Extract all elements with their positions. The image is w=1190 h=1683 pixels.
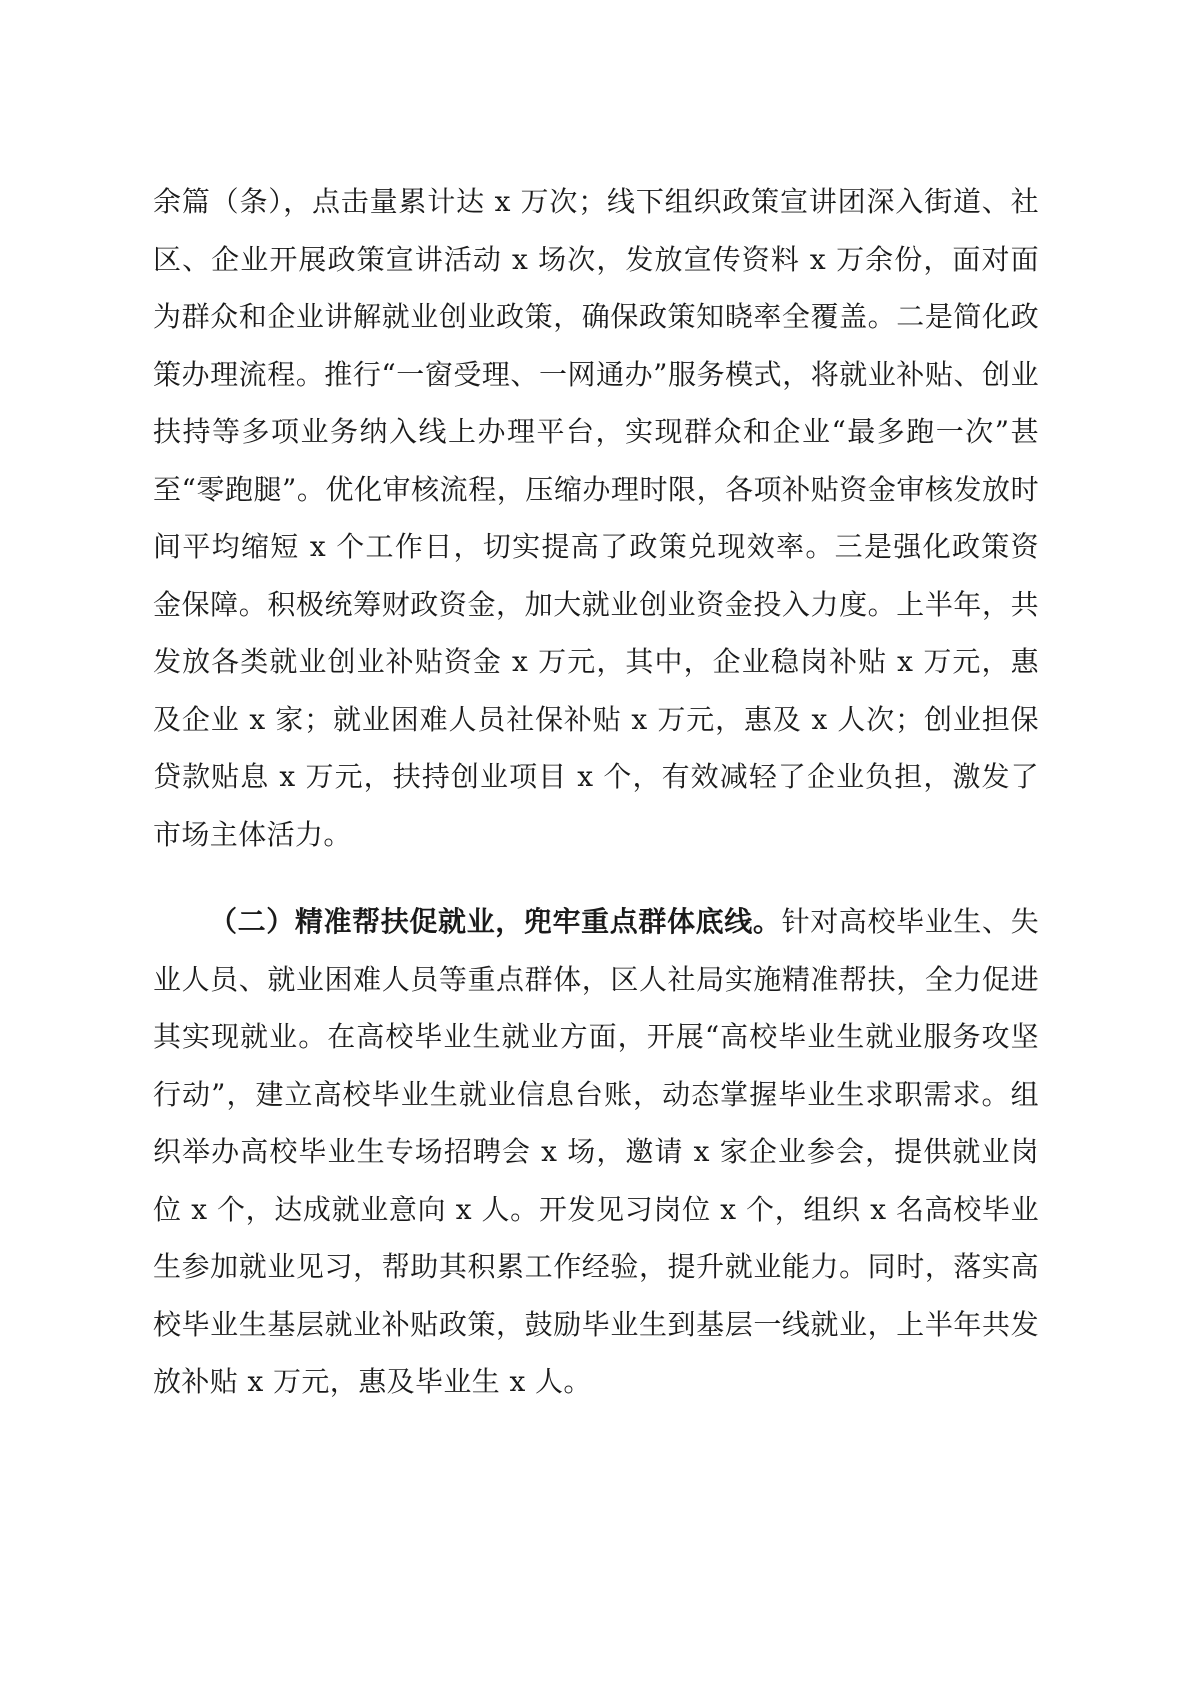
body-paragraph-2	[153, 893, 1039, 1411]
section-heading: （二）精准帮扶促就业，兜牢重点群体底线。	[209, 905, 782, 938]
body-paragraph-1: 余篇（条），点击量累计达 x 万次；线下组织政策宣讲团深入街道、社区、企业开展政策宣讲活动 x 场次，发放宣传资料 x 万余份，面对面为群众和企业讲解就业创业政策，确保政策知晓率全覆盖。二是简化政策办理流程。推行“一窗受理、一网通办”服务模式，将就业补贴、创业扶持等多项业务纳入线上办理平台，实现群众和企业“最多跑一次”甚至“零跑腿”。优化审核流程，压缩办理时限，各项补贴资金审核发放时间平均缩短 x 个工作日，切实提高了政策兑现效率。三是强化政策资金保障。积极统筹财政资金，加大就业创业资金投入力度。上半年，共发放各类就业创业补贴资金 x 万元，其中，企业稳岗补贴 x 万元，惠及企业 x 家；就业困难人员社保补贴 x 万元，惠及 x 人次；创业担保贷款贴息 x 万元，扶持创业项目 x 个，有效减轻了企业负担，激发了市场主体活力。	[153, 185, 1039, 851]
section-body-text: 针对高校毕业生、失业人员、就业困难人员等重点群体，区人社局实施精准帮扶，全力促进其实现就业。在高校毕业生就业方面，开展“高校毕业生就业服务攻坚行动”，建立高校毕业生就业信息台账，动态掌握毕业生求职需求。组织举办高校毕业生专场招聘会 x 场，邀请 x 家企业参会，提供就业岗位 x 个，达成就业意向 x 人。开发见习岗位 x 个，组织 x 名高校毕业生参加就业见习，帮助其积累工作经验，提升就业能力。同时，落实高校毕业生基层就业补贴政策，鼓励毕业生到基层一线就业，上半年共发放补贴 x 万元，惠及毕业生 x 人。	[153, 905, 1039, 1398]
